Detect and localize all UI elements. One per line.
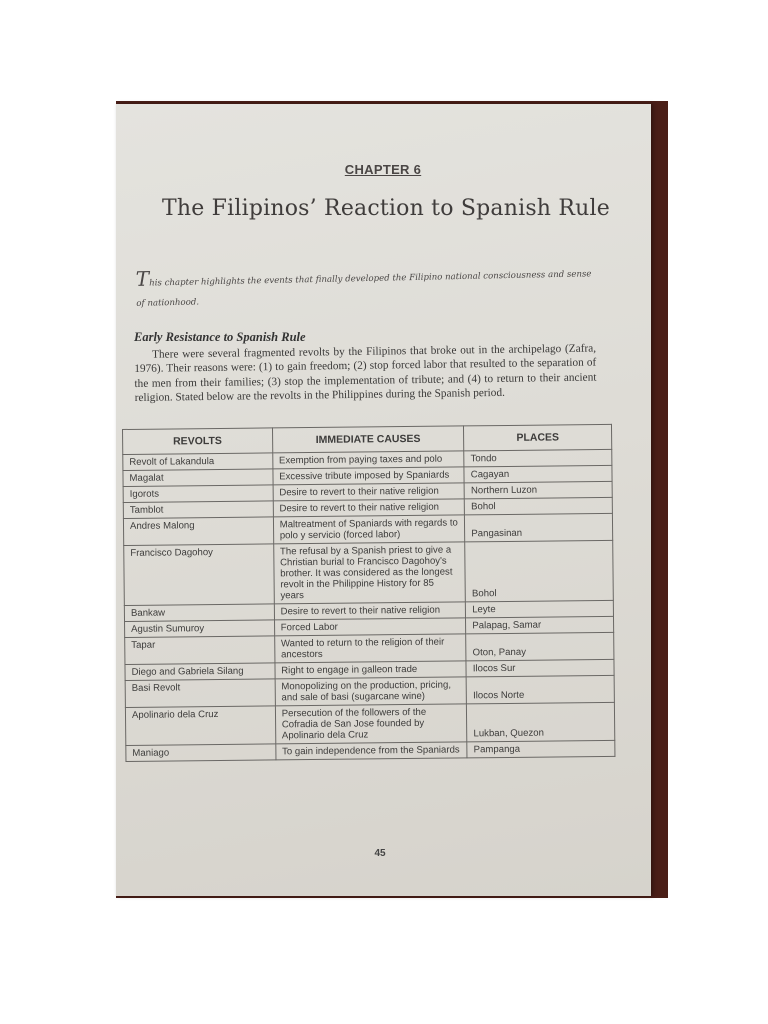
place-cell: Lukban, Quezon (467, 702, 615, 742)
section-paragraph: There were several fragmented revolts by the Filipinos that broke out in the archipelago (Zafra, 1976). Their reasons were: (1) to gain freedom; (2) stop forced labor that resulted to the separation of the men from their families; (3) stop the implementation of tribute; and (4) to return to their ancient religion. Stated below are the revolts in the Philippines during the Spanish period. (134, 342, 597, 405)
page-number: 45 (374, 848, 386, 859)
chapter-label: CHAPTER 6 (344, 162, 422, 177)
revolts-table-container (122, 424, 615, 762)
table-row (124, 540, 614, 605)
header-revolts: REVOLTS (123, 428, 273, 455)
chapter-title: The Filipinos’ Reaction to Spanish Rule (162, 196, 610, 221)
place-cell: Bohol (465, 540, 613, 602)
revolt-cell: Diego and Gabriela Silang (125, 663, 275, 681)
revolt-cell: Andres Malong (123, 517, 273, 546)
revolt-cell: Apolinario dela Cruz (125, 706, 275, 746)
header-immediate-causes: IMMEDIATE CAUSES (272, 426, 464, 453)
cause-cell: Persecution of the followers of the Cofradia de San Jose founded by Apolinario dela Cruz (275, 704, 467, 744)
cause-cell: Monopolizing on the production, pricing, and sale of basi (sugarcane wine) (275, 677, 467, 706)
revolt-cell: Bankaw (124, 604, 274, 622)
revolt-cell: Igorots (123, 485, 273, 503)
place-cell: Pangasinan (465, 513, 613, 542)
cause-cell: Desire to revert to their native religion (273, 483, 465, 501)
cause-cell: Desire to revert to their native religion (273, 499, 465, 517)
cause-cell: Right to engage in galleon trade (275, 661, 467, 679)
place-cell: Northern Luzon (464, 481, 612, 499)
place-cell: Oton, Panay (466, 632, 614, 661)
cause-cell: Forced Labor (274, 618, 466, 636)
cause-cell: To gain independence from the Spaniards (275, 742, 467, 760)
place-cell: Bohol (465, 497, 613, 515)
intro-text: his chapter highlights the events that finally developed the Filipino national consciousness and sense of nationhood. (136, 269, 592, 309)
revolt-cell: Basi Revolt (125, 679, 275, 708)
revolt-cell: Magalat (123, 469, 273, 487)
revolts-table (122, 424, 615, 762)
place-cell: Cagayan (464, 465, 612, 483)
revolt-cell: Maniago (126, 744, 276, 762)
revolt-cell: Tapar (125, 636, 275, 665)
chapter-intro (136, 259, 597, 314)
header-places: PLACES (464, 424, 612, 451)
revolt-cell: Francisco Dagohoy (124, 544, 274, 606)
place-cell: Ilocos Norte (466, 675, 614, 704)
cause-cell: Excessive tribute imposed by Spaniards (273, 467, 465, 485)
place-cell: Palapag, Samar (466, 616, 614, 634)
intro-dropcap: T (135, 266, 150, 291)
cause-cell: Desire to revert to their native religion (274, 602, 466, 620)
cause-cell: The refusal by a Spanish priest to give a Christian burial to Francisco Dagohoy's brother. It was considered as the longest revolt in the Philippine History for 85 years (273, 542, 465, 604)
revolt-cell: Agustin Sumuroy (125, 620, 275, 638)
revolt-cell: Revolt of Lakandula (123, 453, 273, 471)
revolt-cell: Tamblot (123, 501, 273, 519)
table-row (125, 702, 614, 745)
cause-cell: Wanted to return to the religion of their ancestors (274, 634, 466, 663)
cause-cell: Maltreatment of Spaniards with regards to polo y servicio (forced labor) (273, 515, 465, 544)
place-cell: Leyte (466, 600, 614, 618)
book-page (116, 104, 651, 896)
section-heading: Early Resistance to Spanish Rule (134, 330, 306, 344)
place-cell: Ilocos Sur (466, 659, 614, 677)
cause-cell: Exemption from paying taxes and polo (272, 451, 464, 469)
place-cell: Pampanga (467, 740, 615, 758)
place-cell: Tondo (464, 449, 612, 467)
